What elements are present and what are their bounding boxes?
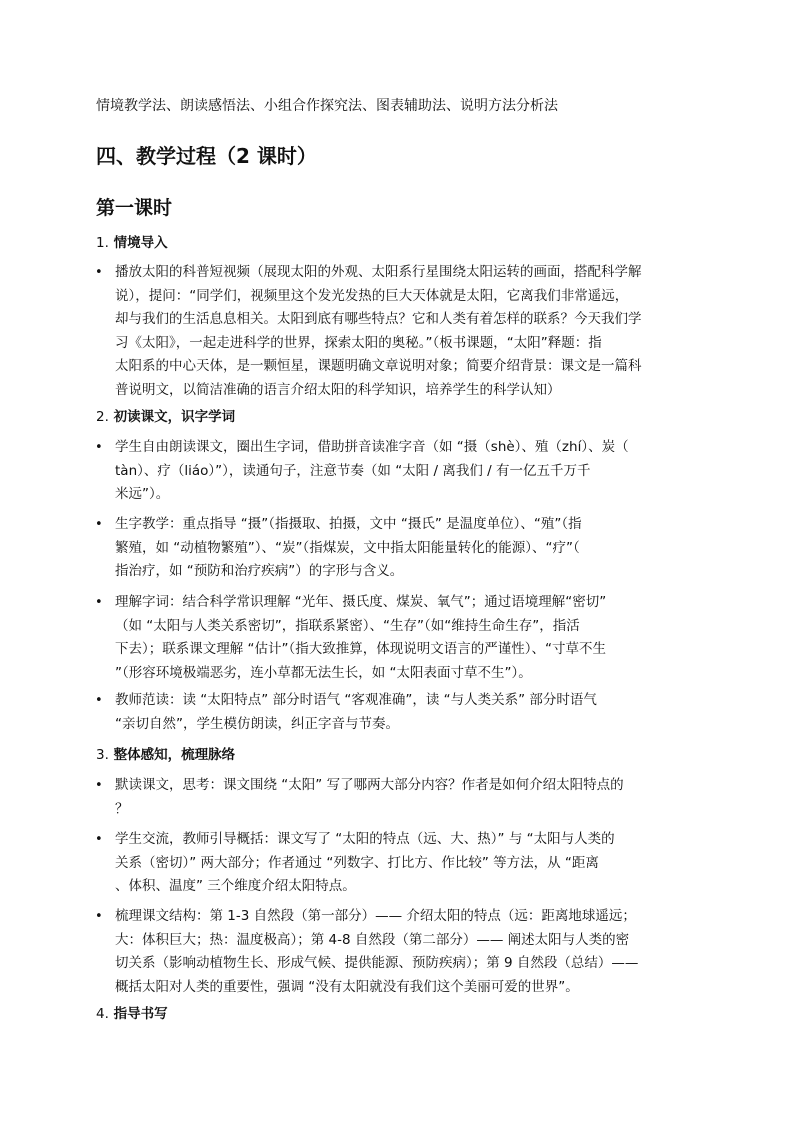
list-item [95,828,705,899]
bullet-icon: • [95,909,103,924]
text-line: “亲切自然”，学生模仿朗读，纠正字音与节奏。 [115,715,399,732]
text-line: 梳理课文结构：第 1-3 自然段（第一部分）—— 介绍太阳的特点（远：距离地球遥远； [115,908,636,924]
text-line: 教师范读：读 “太阳特点” 部分时语气 “客观准确”，读 “与人类关系” 部分时语气 [115,692,597,708]
bullet-icon: • [95,778,103,793]
list-item [95,436,705,507]
text-line: 切关系（影响动植物生长、形成气候、提供能源、预防疾病）；第 9 自然段（总结）—— [115,955,639,971]
list-item [95,261,705,402]
bullet-icon: • [95,265,103,280]
step-number: 3. [96,747,109,763]
list-item [95,905,705,999]
text-line: tàn）、疗（liáo）”），读通句子，注意节奏（如 “太阳 / 离我们 / 有一亿五千万千 [115,462,591,479]
step-number: 1. [96,235,109,251]
step-title: 初读课文，识字学词 [113,409,236,425]
text-line: 繁殖，如 “动植物繁殖”）、“炭”（指煤炭，文中指太阳能量转化的能源）、“疗”（ [115,539,580,556]
text-line: 米远”）。 [115,486,170,502]
text-line: 生字教学：重点指导 “摄”（指摄取、拍摄，文中 “摄氏” 是温度单位）、“殖”（指 [115,516,582,532]
bullet-icon: • [95,693,103,708]
text-line: 学生交流，教师引导概括：课文写了 “太阳的特点（远、大、热）” 与 “太阳与人类的 [115,831,615,847]
text-line: （如 “太阳与人类关系密切”，指联系紧密）、“生存”（如“维持生命生存”，指活 [115,617,580,634]
text-line: 下去）；联系课文理解 “估计”（指大致推算，体现说明文语言的严谨性）、“寸草不生 [115,641,607,657]
text-line: 播放太阳的科普短视频（展现太阳的外观、太阳系行星围绕太阳运转的画面，搭配科学解 [115,264,642,280]
step-heading-2 [96,407,235,427]
list-item [95,774,705,821]
bullet-icon: • [95,595,103,610]
text-line: 习《太阳》，一起走进科学的世界，探索太阳的奥秘。”（板书课题，“太阳”释题：指 [115,334,602,351]
bullet-icon: • [95,440,103,455]
text-line: 关系（密切）” 两大部分；作者通过 “列数字、打比方、作比较” 等方法，从 “距离 [115,854,599,871]
section-title: 四、教学过程（2 课时） [96,144,317,168]
text-line: 理解字词：结合科学常识理解 “光年、摄氏度、煤炭、氧气”；通过语境理解“密切” [115,594,607,610]
step-title: 整体感知，梳理脉络 [113,747,236,763]
bullet-icon: • [95,832,103,847]
text-line: 普说明文，以简洁准确的语言介绍太阳的科学知识，培养学生的科学认知） [115,381,561,398]
list-item [95,689,705,736]
text-line: 学生自由朗读课文，圈出生字词，借助拼音读准字音（如 “摄（shè）、殖（zhí）、炭（ [115,439,629,455]
step-heading-1 [96,233,168,253]
step-title: 指导书写 [113,1006,168,1022]
step-heading-3 [96,745,235,765]
step-number: 2. [96,409,109,425]
step-heading-4 [96,1004,168,1024]
text-line: 大：体积巨大；热：温度极高）；第 4-8 自然段（第二部分）—— 阐述太阳与人类的密 [115,931,630,948]
step-title: 情境导入 [113,235,168,251]
text-line: ？ [115,800,129,817]
lesson-title: 第一课时 [96,197,173,219]
text-line: 太阳系的中心天体，是一颗恒星，课题明确文章说明对象；简要介绍背景：课文是一篇科 [115,358,642,374]
text-line: 说），提问：“同学们，视频里这个发光发热的巨大天体就是太阳，它离我们非常遥远， [115,287,629,304]
list-item [95,591,705,685]
teaching-methods-line: 情境教学法、朗读感悟法、小组合作探究法、图表辅助法、说明方法分析法 [96,98,558,114]
text-line: 却与我们的生活息息相关。太阳到底有哪些特点？它和人类有着怎样的联系？今天我们学 [115,311,642,327]
text-line: 概括太阳对人类的重要性，强调 “没有太阳就没有我们这个美丽可爱的世界”。 [115,978,579,995]
step-number: 4. [96,1006,109,1022]
text-line: 默读课文，思考：课文围绕 “太阳” 写了哪两大部分内容？作者是如何介绍太阳特点的 [115,777,624,793]
text-line: 、体积、温度” 三个维度介绍太阳特点。 [115,878,356,894]
text-line: ”（形容环境极端恶劣，连小草都无法生长，如 “太阳表面寸草不生”）。 [115,664,532,681]
list-item [95,513,705,584]
bullet-icon: • [95,517,103,532]
text-line: 指治疗，如 “预防和治疗疾病”）的字形与含义。 [115,563,404,579]
